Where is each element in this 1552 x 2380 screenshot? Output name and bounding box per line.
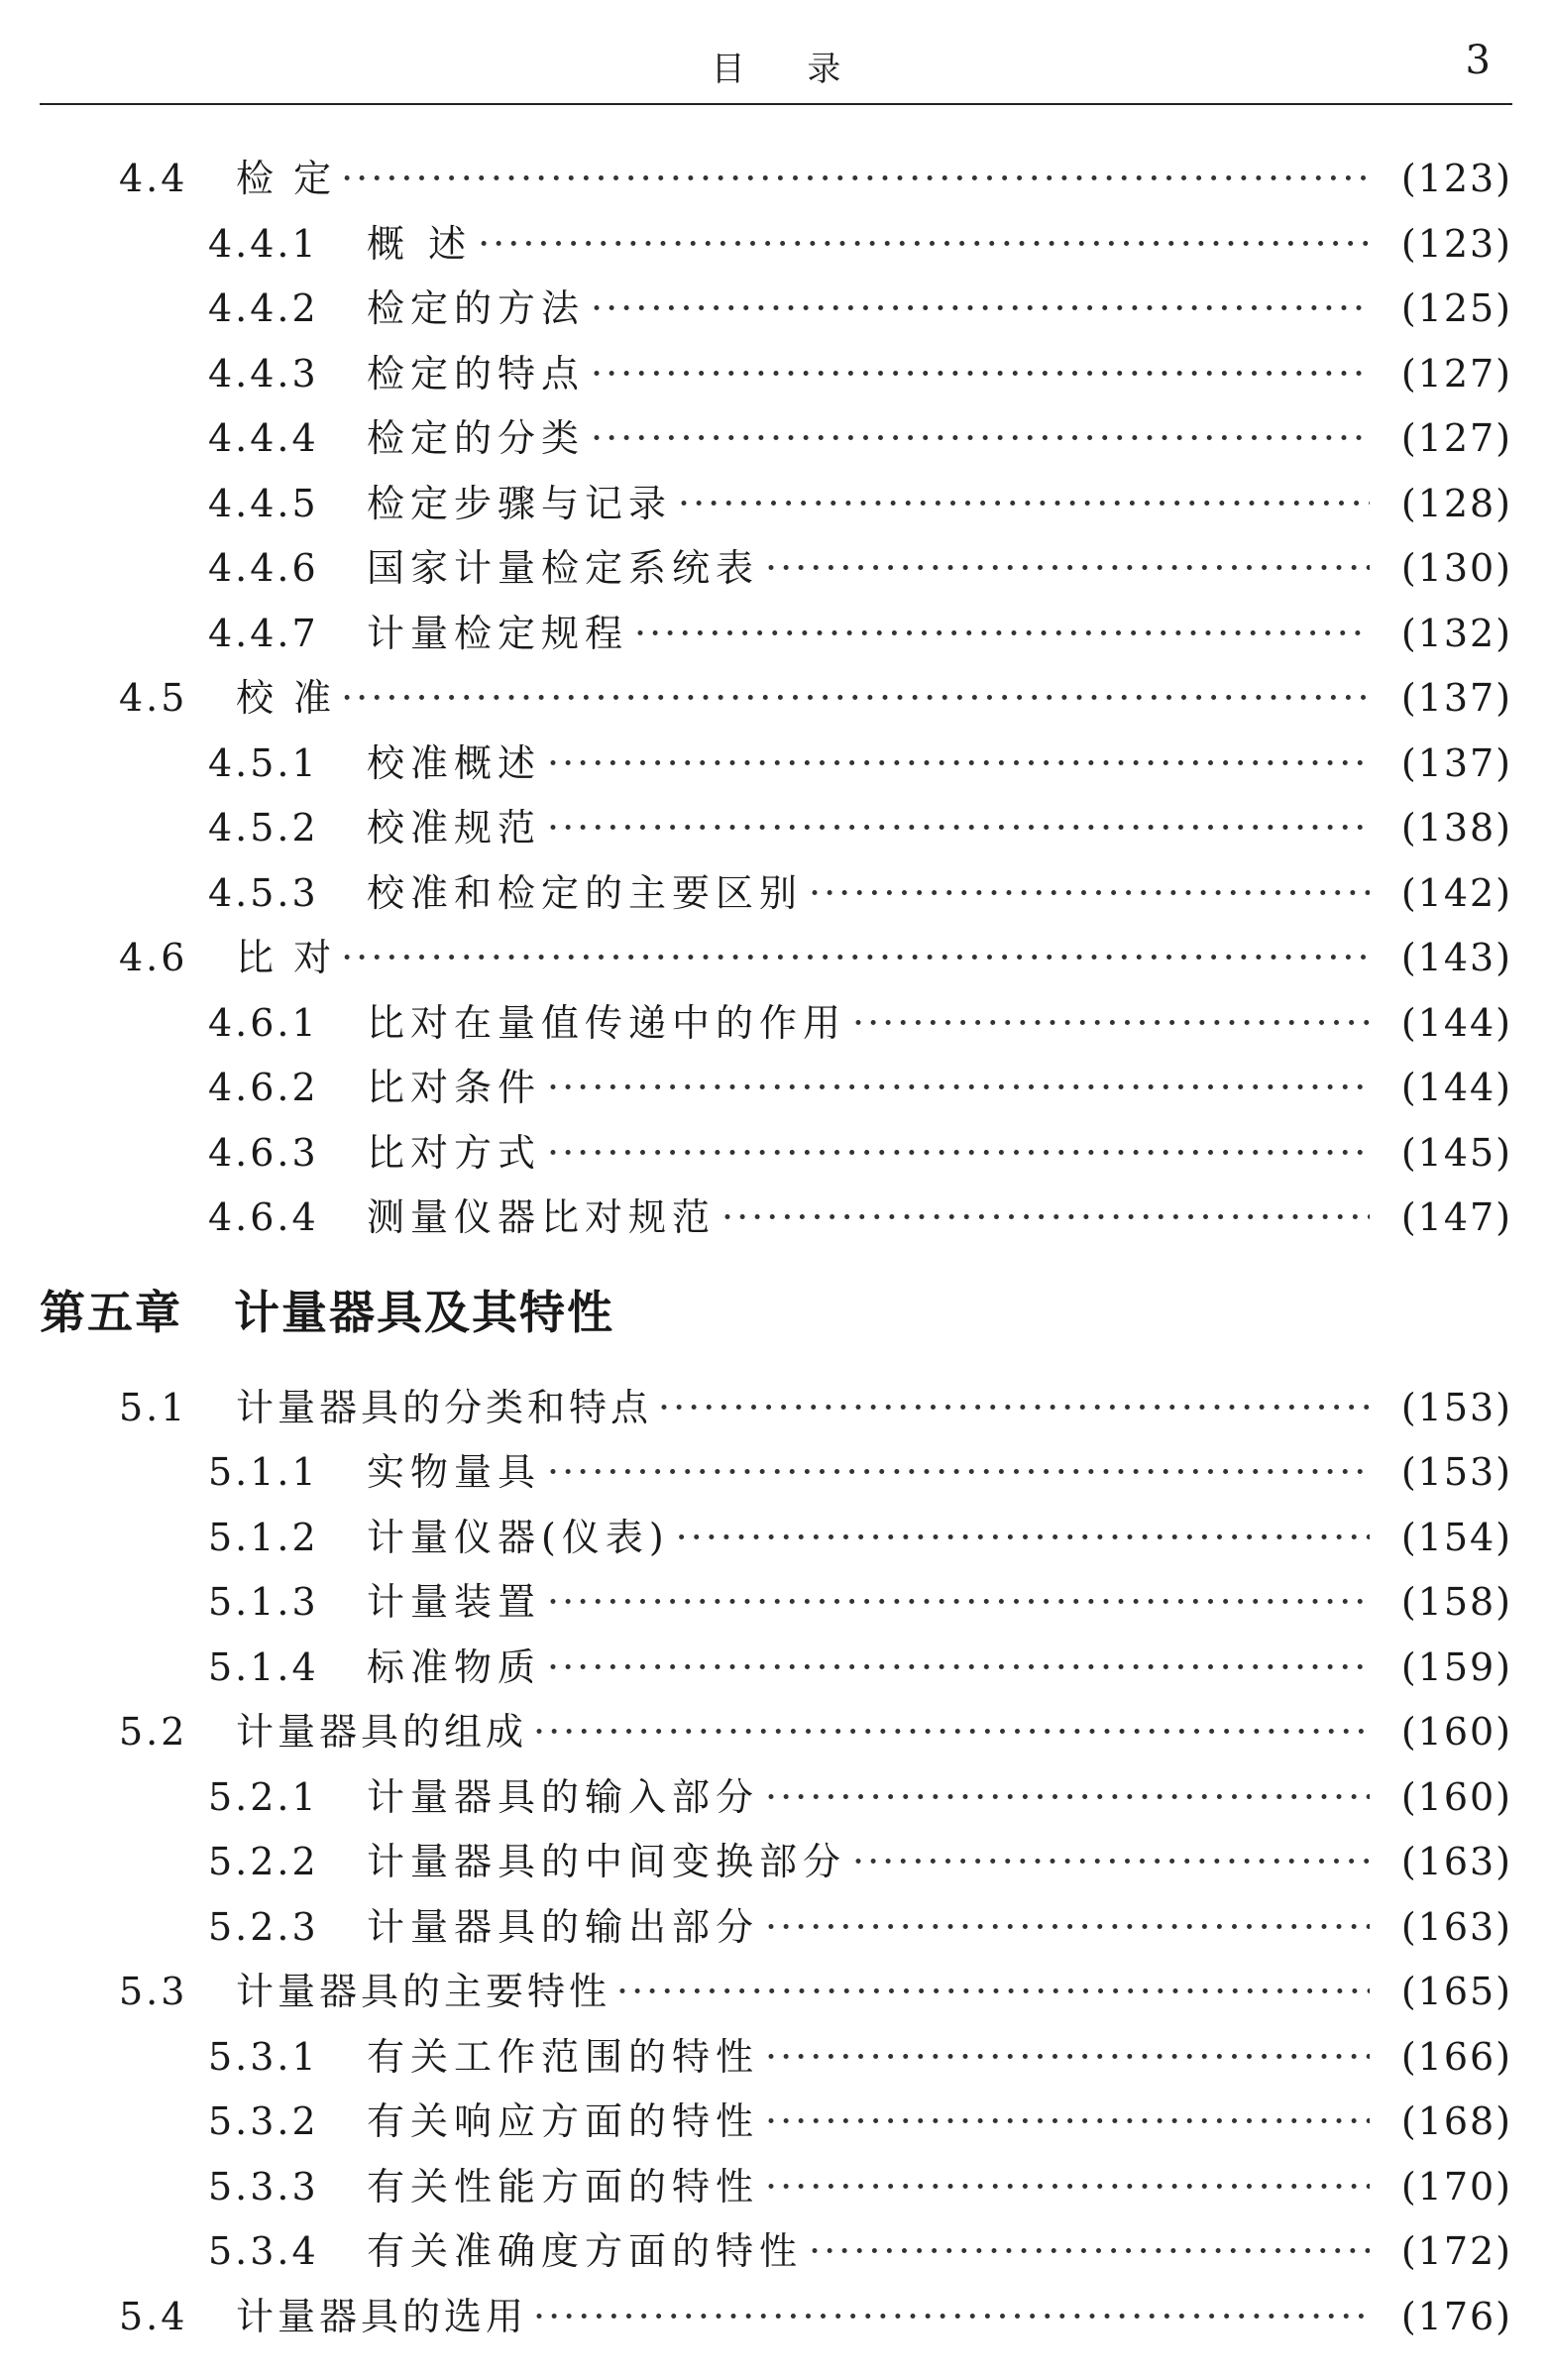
- toc-entry[interactable]: [0, 926, 1552, 991]
- toc-leader-dots: [547, 1121, 1370, 1187]
- toc-leader-dots: [678, 472, 1370, 537]
- toc-entry-page: (158): [1400, 1580, 1512, 1624]
- toc-entry-page: (144): [1400, 1066, 1512, 1109]
- page-header: [40, 0, 1512, 105]
- toc-entry[interactable]: [0, 2155, 1552, 2220]
- toc-leader-dots: [478, 212, 1370, 278]
- toc-entry[interactable]: [0, 342, 1552, 407]
- toc-entry-number: 4.4.6: [208, 546, 319, 590]
- toc-entry-title: 计量器具的组成: [236, 1710, 528, 1754]
- toc-entry[interactable]: [0, 212, 1552, 278]
- toc-entry[interactable]: [0, 1440, 1552, 1506]
- toc-entry[interactable]: [0, 732, 1552, 797]
- toc-section-5: [0, 1376, 1552, 2350]
- toc-entry-title: 计量器具的分类和特点: [236, 1385, 653, 1429]
- toc-entry-title: 检定步骤与记录: [367, 481, 673, 525]
- toc-entry-page: (123): [1400, 221, 1512, 266]
- toc-entry-title: 校准概述: [367, 740, 542, 785]
- toc-leader-dots: [341, 926, 1370, 991]
- toc-leader-dots: [547, 1570, 1370, 1636]
- toc-leader-dots: [341, 666, 1370, 732]
- toc-leader-dots: [852, 1830, 1370, 1895]
- toc-entry[interactable]: [0, 602, 1552, 667]
- page-number: 3: [1465, 38, 1491, 83]
- toc-entry-number: 5.2.3: [208, 1904, 319, 1949]
- toc-entry[interactable]: [0, 1186, 1552, 1251]
- toc-entry-number: 5.1.4: [208, 1644, 319, 1689]
- toc-entry-title: 计量仪器(仪表): [367, 1515, 670, 1559]
- toc-entry-number: 4.6: [119, 936, 188, 979]
- toc-leader-dots: [547, 1636, 1370, 1701]
- toc-entry[interactable]: [0, 1056, 1552, 1121]
- toc-leader-dots: [547, 1056, 1370, 1121]
- toc-entry-title: 比 对: [236, 936, 336, 979]
- toc-entry-page: (137): [1400, 676, 1512, 720]
- toc-entry-number: 4.5.2: [208, 806, 319, 850]
- toc-entry-page: (176): [1400, 2294, 1512, 2338]
- toc-leader-dots: [765, 536, 1370, 602]
- toc-entry-page: (123): [1400, 157, 1512, 200]
- toc-leader-dots: [765, 2155, 1370, 2220]
- toc-entry[interactable]: [0, 406, 1552, 472]
- table-of-contents: [0, 147, 1552, 2349]
- toc-entry-page: (127): [1400, 416, 1512, 460]
- toc-entry-page: (130): [1400, 546, 1512, 590]
- toc-entry-number: 5.3.4: [208, 2229, 319, 2273]
- toc-leader-dots: [616, 1960, 1370, 2025]
- header-title: 目 录: [711, 50, 867, 89]
- toc-entry-number: 5.2: [119, 1710, 188, 1754]
- toc-entry-page: (147): [1400, 1195, 1512, 1239]
- toc-entry[interactable]: [0, 1506, 1552, 1571]
- toc-entry-title: 校准和检定的主要区别: [367, 870, 804, 915]
- toc-entry-page: (154): [1400, 1515, 1512, 1559]
- toc-entry-number: 4.6.2: [208, 1066, 319, 1109]
- toc-entry-page: (172): [1400, 2229, 1512, 2273]
- toc-entry-number: 5.2.1: [208, 1774, 319, 1819]
- toc-entry[interactable]: [0, 2285, 1552, 2350]
- toc-entry-page: (125): [1400, 286, 1512, 330]
- toc-entry-title: 有关响应方面的特性: [367, 2099, 760, 2143]
- toc-entry[interactable]: [0, 861, 1552, 927]
- toc-entry[interactable]: [0, 2025, 1552, 2091]
- toc-entry[interactable]: [0, 1376, 1552, 1441]
- toc-entry-title: 检定的分类: [367, 416, 586, 460]
- toc-leader-dots: [658, 1376, 1370, 1441]
- toc-entry[interactable]: [0, 1765, 1552, 1831]
- chapter-heading[interactable]: [0, 1251, 1552, 1368]
- toc-entry-title: 检 定: [236, 157, 336, 200]
- toc-entry-title: 概 述: [367, 221, 473, 266]
- toc-entry-title: 测量仪器比对规范: [367, 1195, 717, 1239]
- toc-entry[interactable]: [0, 2219, 1552, 2285]
- chapter-title: 计量器具及其特性: [234, 1285, 614, 1339]
- toc-entry[interactable]: [0, 666, 1552, 732]
- toc-leader-dots: [852, 991, 1370, 1057]
- toc-entry[interactable]: [0, 1700, 1552, 1765]
- toc-entry-number: 4.6.3: [208, 1130, 319, 1175]
- toc-entry[interactable]: [0, 147, 1552, 212]
- toc-entry-title: 比对方式: [367, 1130, 542, 1175]
- toc-leader-dots: [765, 1765, 1370, 1831]
- toc-entry-page: (159): [1400, 1644, 1512, 1689]
- toc-entry[interactable]: [0, 1895, 1552, 1961]
- toc-entry-page: (143): [1400, 936, 1512, 979]
- toc-entry-title: 计量器具的输入部分: [367, 1774, 760, 1819]
- toc-entry-number: 5.1.2: [208, 1515, 319, 1559]
- toc-entry-title: 计量器具的主要特性: [236, 1970, 611, 2013]
- toc-entry-number: 4.5.1: [208, 740, 319, 785]
- toc-entry-title: 比对在量值传递中的作用: [367, 1000, 847, 1045]
- toc-entry-number: 4.6.4: [208, 1195, 319, 1239]
- chapter-number: 第五章: [40, 1285, 182, 1339]
- toc-entry[interactable]: [0, 1830, 1552, 1895]
- toc-leader-dots: [809, 2219, 1370, 2285]
- toc-entry-title: 计量装置: [367, 1580, 542, 1624]
- toc-entry-page: (127): [1400, 351, 1512, 396]
- toc-entry[interactable]: [0, 1570, 1552, 1636]
- toc-leader-dots: [591, 277, 1370, 342]
- toc-leader-dots: [533, 1700, 1370, 1765]
- toc-leader-dots: [676, 1506, 1370, 1571]
- toc-entry-number: 4.5.3: [208, 870, 319, 915]
- toc-entry[interactable]: [0, 1636, 1552, 1701]
- toc-entry[interactable]: [0, 2090, 1552, 2155]
- toc-entry-number: 4.4.3: [208, 351, 319, 396]
- toc-entry-page: (160): [1400, 1710, 1512, 1754]
- toc-entry-number: 5.3: [119, 1970, 188, 2013]
- toc-entry-title: 计量器具的输出部分: [367, 1904, 760, 1949]
- toc-entry-number: 5.1.1: [208, 1450, 319, 1494]
- toc-entry-page: (132): [1400, 611, 1512, 655]
- toc-entry-number: 4.4.4: [208, 416, 319, 460]
- toc-entry-page: (153): [1400, 1385, 1512, 1429]
- toc-entry-page: (163): [1400, 1904, 1512, 1949]
- toc-entry-page: (163): [1400, 1840, 1512, 1883]
- toc-leader-dots: [547, 1440, 1370, 1506]
- toc-entry-title: 实物量具: [367, 1450, 542, 1494]
- toc-entry-title: 国家计量检定系统表: [367, 546, 760, 590]
- toc-entry-title: 检定的方法: [367, 286, 586, 330]
- toc-entry-page: (144): [1400, 1000, 1512, 1045]
- toc-entry-number: 5.3.3: [208, 2164, 319, 2209]
- toc-entry-number: 5.3.2: [208, 2099, 319, 2143]
- toc-entry-page: (138): [1400, 806, 1512, 850]
- toc-leader-dots: [591, 406, 1370, 472]
- toc-entry[interactable]: [0, 1960, 1552, 2025]
- toc-entry-page: (166): [1400, 2034, 1512, 2079]
- toc-entry-page: (170): [1400, 2164, 1512, 2209]
- toc-leader-dots: [765, 2025, 1370, 2091]
- toc-entry-number: 4.4: [119, 157, 188, 200]
- toc-entry-title: 标准物质: [367, 1644, 542, 1689]
- toc-entry[interactable]: [0, 536, 1552, 602]
- toc-leader-dots: [547, 796, 1370, 861]
- toc-entry-title: 检定的特点: [367, 351, 586, 396]
- toc-entry-title: 校准规范: [367, 806, 542, 850]
- toc-entry-number: 5.2.2: [208, 1840, 319, 1883]
- toc-entry-page: (168): [1400, 2099, 1512, 2143]
- toc-entry[interactable]: [0, 991, 1552, 1057]
- toc-entry-number: 4.4.5: [208, 481, 319, 525]
- toc-leader-dots: [721, 1186, 1370, 1251]
- toc-leader-dots: [341, 147, 1370, 212]
- toc-entry-title: 比对条件: [367, 1066, 542, 1109]
- toc-entry-number: 5.4: [119, 2294, 188, 2338]
- toc-entry-number: 5.1: [119, 1385, 188, 1429]
- toc-entry-page: (142): [1400, 870, 1512, 915]
- toc-entry-title: 有关工作范围的特性: [367, 2034, 760, 2079]
- toc-leader-dots: [533, 2285, 1370, 2350]
- toc-leader-dots: [809, 861, 1370, 927]
- toc-leader-dots: [765, 1895, 1370, 1961]
- toc-entry-page: (137): [1400, 740, 1512, 785]
- toc-entry-title: 计量器具的选用: [236, 2294, 528, 2338]
- toc-entry-page: (165): [1400, 1970, 1512, 2013]
- toc-entry[interactable]: [0, 796, 1552, 861]
- toc-leader-dots: [765, 2090, 1370, 2155]
- toc-entry[interactable]: [0, 277, 1552, 342]
- toc-entry-page: (145): [1400, 1130, 1512, 1175]
- toc-entry-title: 有关性能方面的特性: [367, 2164, 760, 2209]
- toc-entry-number: 4.4.1: [208, 221, 319, 266]
- toc-entry-number: 4.4.2: [208, 286, 319, 330]
- toc-entry[interactable]: [0, 472, 1552, 537]
- toc-entry-number: 5.3.1: [208, 2034, 319, 2079]
- toc-entry-page: (153): [1400, 1450, 1512, 1494]
- toc-leader-dots: [634, 602, 1370, 667]
- toc-entry-title: 计量器具的中间变换部分: [367, 1840, 847, 1883]
- toc-entry-number: 4.6.1: [208, 1000, 319, 1045]
- toc-entry-page: (128): [1400, 481, 1512, 525]
- toc-entry-title: 校 准: [236, 676, 336, 720]
- toc-section-4: [0, 147, 1552, 1251]
- toc-entry-title: 计量检定规程: [367, 611, 629, 655]
- toc-entry-title: 有关准确度方面的特性: [367, 2229, 804, 2273]
- toc-entry-number: 4.5: [119, 676, 188, 720]
- toc-entry-page: (160): [1400, 1774, 1512, 1819]
- toc-entry-number: 4.4.7: [208, 611, 319, 655]
- toc-entry[interactable]: [0, 1121, 1552, 1187]
- toc-leader-dots: [591, 342, 1370, 407]
- toc-entry-number: 5.1.3: [208, 1580, 319, 1624]
- toc-leader-dots: [547, 732, 1370, 797]
